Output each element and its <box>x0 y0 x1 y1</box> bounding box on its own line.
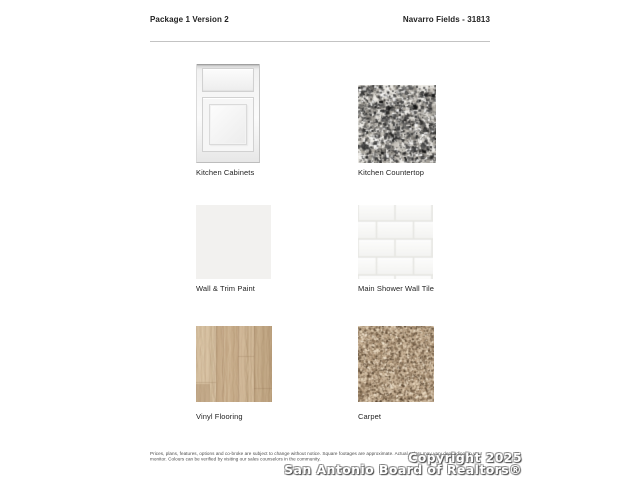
kitchen-cabinets-swatch <box>196 64 260 163</box>
community-title: Navarro Fields - 31813 <box>402 15 490 24</box>
disclaimer-line-1: Prices, plans, features, options and co-broke are subject to change without notice. Square footages are approximate. Actual colors may vary depending on your <box>150 451 483 457</box>
disclaimer-line-2: monitor. Colours can be verified by visiting our sales counselors in the community. <box>150 456 321 462</box>
mls-copyright-watermark <box>284 452 522 476</box>
kitchen-countertop-swatch <box>358 85 436 163</box>
watermark-line-2: San Antonio Board of Realtors® <box>284 462 522 477</box>
swatch-label-carpet: Carpet <box>358 412 382 421</box>
cabinet-door-front <box>202 97 254 152</box>
cabinet-drawer-front <box>202 68 254 92</box>
header-divider <box>150 41 490 42</box>
main-shower-wall-tile-swatch <box>358 205 433 279</box>
wall-trim-paint-swatch <box>196 205 271 279</box>
swatch-label-main-shower-wall-tile: Main Shower Wall Tile <box>358 284 435 293</box>
carpet-swatch <box>358 326 434 402</box>
cabinet-door-panel <box>209 104 247 145</box>
swatch-label-kitchen-countertop: Kitchen Countertop <box>358 168 425 177</box>
watermark-line-1: Copyright 2025 <box>408 450 522 465</box>
swatch-label-vinyl-flooring: Vinyl Flooring <box>196 412 243 421</box>
swatch-label-wall-trim-paint: Wall & Trim Paint <box>196 284 255 293</box>
swatch-label-kitchen-cabinets: Kitchen Cabinets <box>196 168 255 177</box>
package-title: Package 1 Version 2 <box>150 15 229 24</box>
vinyl-flooring-swatch <box>196 326 272 402</box>
